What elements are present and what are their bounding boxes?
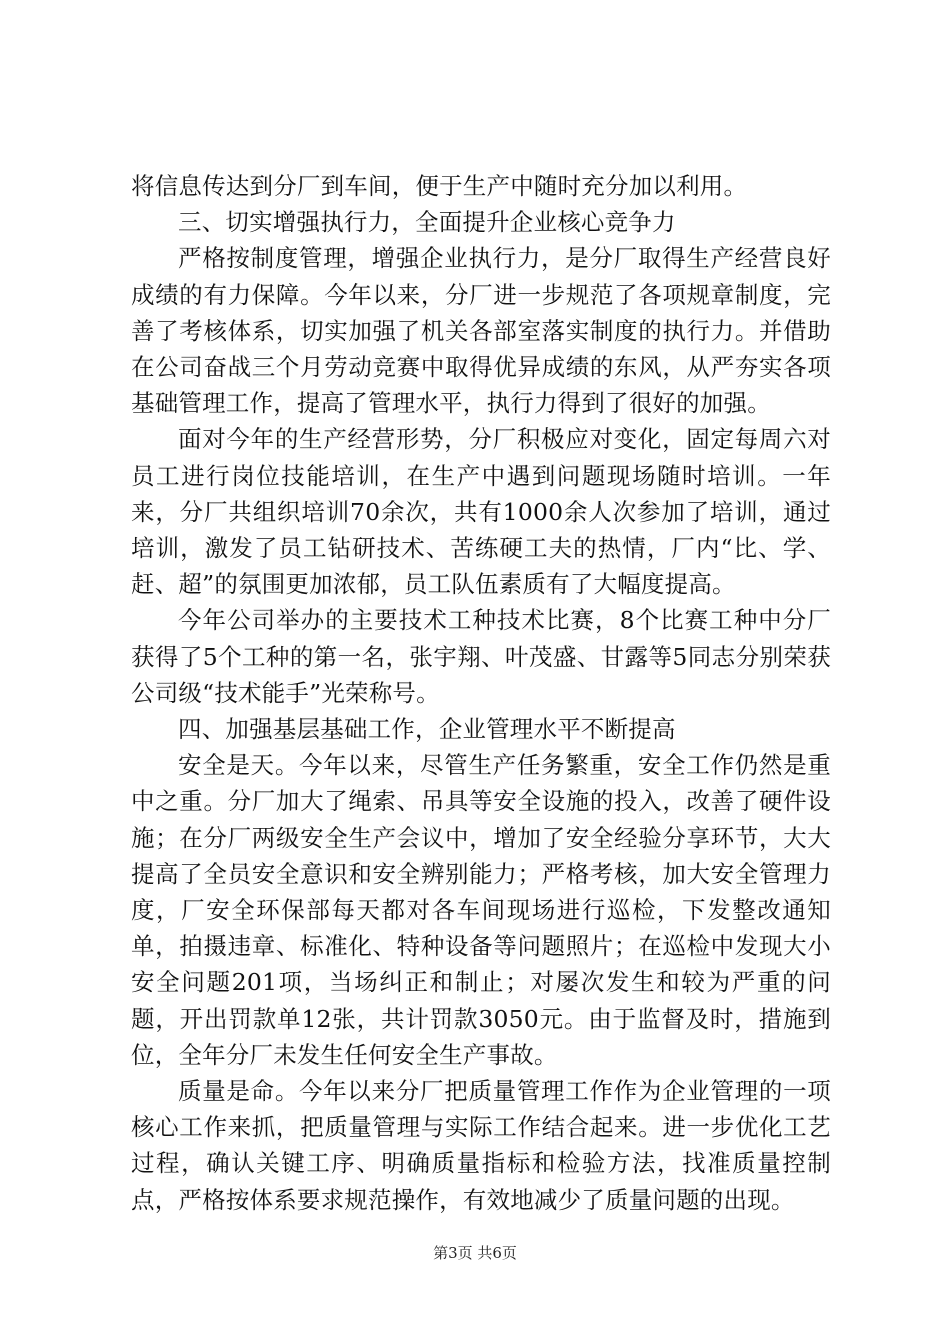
paragraph-quality: 质量是命。今年以来分厂把质量管理工作作为企业管理的一项核心工作来抓，把质量管理与实际工作结合起来。进一步优化工艺过程，确认关键工序、明确质量指标和检验方法，找准质量控制点，严格按体系要求规范操作，有效地减少了质量问题的出现。 <box>131 1077 831 1214</box>
paragraph-safety: 安全是天。今年以来，尽管生产任务繁重，安全工作仍然是重中之重。分厂加大了绳索、吊具等安全设施的投入，改善了硬件设施；在分厂两级安全生产会议中，增加了安全经验分享环节，大大提高了全员安全意识和安全辨别能力；严格考核，加大安全管理力度，厂安全环保部每天都对各车间现场进行巡检，下发整改通知单，拍摄违章、标准化、特种设备等问题照片；在巡检中发现大小安全问题201项，当场纠正和制止；对屡次发生和较为严重的问题，开出罚款单12张，共计罚款3050元。由于监督及时，措施到位，全年分厂未发生任何安全生产事故。 <box>131 751 831 1069</box>
section-heading-4: 四、加强基层基础工作，企业管理水平不断提高 <box>178 715 676 744</box>
document-body <box>131 168 831 1218</box>
section-heading-3: 三、切实增强执行力，全面提升企业核心竞争力 <box>178 208 676 237</box>
page-number-footer: 第3页 共6页 <box>433 1244 517 1262</box>
paragraph-competition: 今年公司举办的主要技术工种技术比赛，8个比赛工种中分厂获得了5个工种的第一名，张宇翔、叶茂盛、甘露等5同志分别荣获公司级“技术能手”光荣称号。 <box>131 606 831 707</box>
paragraph-execution: 严格按制度管理，增强企业执行力，是分厂取得生产经营良好成绩的有力保障。今年以来，分厂进一步规范了各项规章制度，完善了考核体系，切实加强了机关各部室落实制度的执行力。并借助在公司奋战三个月劳动竞赛中取得优异成绩的东风，从严夯实各项基础管理工作，提高了管理水平，执行力得到了很好的加强。 <box>131 244 831 418</box>
paragraph-training: 面对今年的生产经营形势，分厂积极应对变化，固定每周六对员工进行岗位技能培训，在生产中遇到问题现场随时培训。一年来，分厂共组织培训70余次，共有1000余人次参加了培训，通过培训，激发了员工钻研技术、苦练硬工夫的热情，厂内“比、学、赶、超”的氛围更加浓郁，员工队伍素质有了大幅度提高。 <box>131 425 831 599</box>
paragraph-continuation: 将信息传达到分厂到车间，便于生产中随时充分加以利用。 <box>131 172 748 200</box>
